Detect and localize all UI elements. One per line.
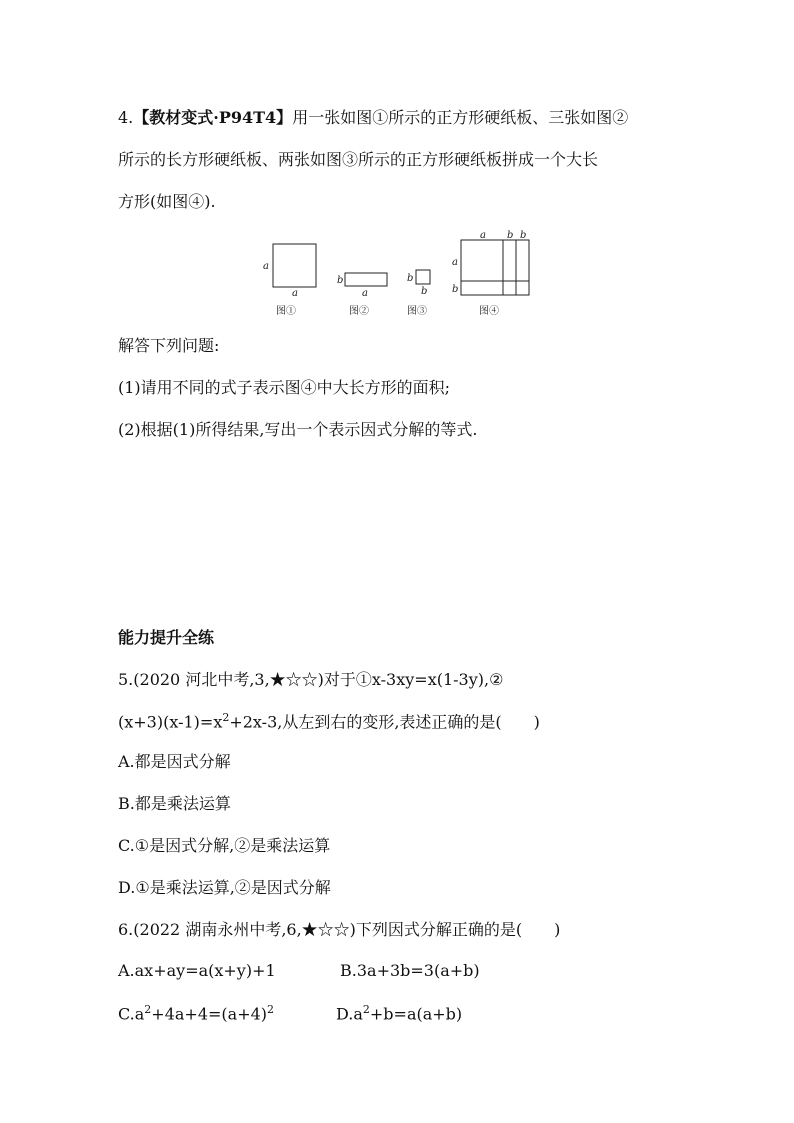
q6-option-b: B.3a+3b=3(a+b) [340, 961, 480, 980]
q4-line1 [118, 110, 628, 126]
q6-stem: 6.(2022 湖南永州中考,6,★☆☆)下列因式分解正确的是( ) [118, 920, 561, 939]
fig2-caption: 图② [349, 306, 369, 317]
fig1-caption: 图① [276, 306, 296, 317]
fig1-label-a-side: a [263, 261, 269, 272]
q6-option-a: A.ax+ay=a(x+y)+1 [118, 961, 276, 980]
q4-line2: 所示的长方形硬纸板、两张如图③所示的正方形硬纸板拼成一个大长 [118, 150, 599, 169]
fig4-label-b-top2: b [520, 230, 527, 241]
fig3-caption: 图③ [407, 306, 427, 317]
q4-number: 4. [118, 108, 134, 127]
q5-line2-part2: +2x-3,从左到右的变形,表述正确的是( ) [229, 712, 540, 732]
q5-line2-part1: (x+3)(x-1)=x [118, 712, 223, 732]
q5-option-a: A.都是因式分解 [118, 752, 231, 771]
q5-line2 [118, 712, 540, 730]
q5-exponent: 2 [222, 711, 230, 724]
q4-line3: 方形(如图④). [118, 192, 216, 211]
fig2-label-b: b [337, 275, 344, 286]
fig4-label-b-top1: b [507, 230, 514, 241]
q4-line1-text: 用一张如图①所示的正方形硬纸板、三张如图② [292, 108, 629, 127]
q6-option-d: $D.a^2+b=a(a+b)$ [336, 1003, 463, 1024]
figure1-square [273, 244, 316, 287]
figure4-large-rectangle [461, 240, 529, 295]
fig4-label-a-side: a [452, 257, 458, 268]
q5-option-d: D.①是乘法运算,②是因式分解 [118, 878, 331, 897]
fig4-label-a-top: a [480, 230, 486, 241]
fig4-caption: 图④ [479, 306, 499, 317]
q4-subquestion-1: (1)请用不同的式子表示图④中大长方形的面积; [118, 378, 451, 397]
figure2-rectangle [345, 273, 387, 286]
section-title: 能力提升全练 [118, 628, 215, 647]
q5-option-b: B.都是乘法运算 [118, 794, 231, 813]
fig3-label-b-bottom: b [421, 286, 428, 297]
fig3-label-b-side: b [407, 273, 414, 284]
q4-source: 【教材变式·P94T4】 [133, 108, 293, 127]
fig4-label-b-side: b [452, 284, 459, 295]
fig1-label-a-bottom: a [292, 288, 298, 299]
q5-option-c: C.①是因式分解,②是乘法运算 [118, 836, 331, 855]
q4-prompt: 解答下列问题: [118, 336, 220, 355]
fig2-label-a: a [362, 288, 368, 299]
q4-figure [255, 228, 545, 323]
q4-subquestion-2: (2)根据(1)所得结果,写出一个表示因式分解的等式. [118, 420, 478, 439]
q5-line1: 5.(2020 河北中考,3,★☆☆)对于①x-3xy=x(1-3y),② [118, 670, 504, 689]
q6-option-c: $C.a^2+4a+4=(a+4)^2$ [118, 1003, 275, 1024]
figure3-small-square [416, 270, 430, 284]
